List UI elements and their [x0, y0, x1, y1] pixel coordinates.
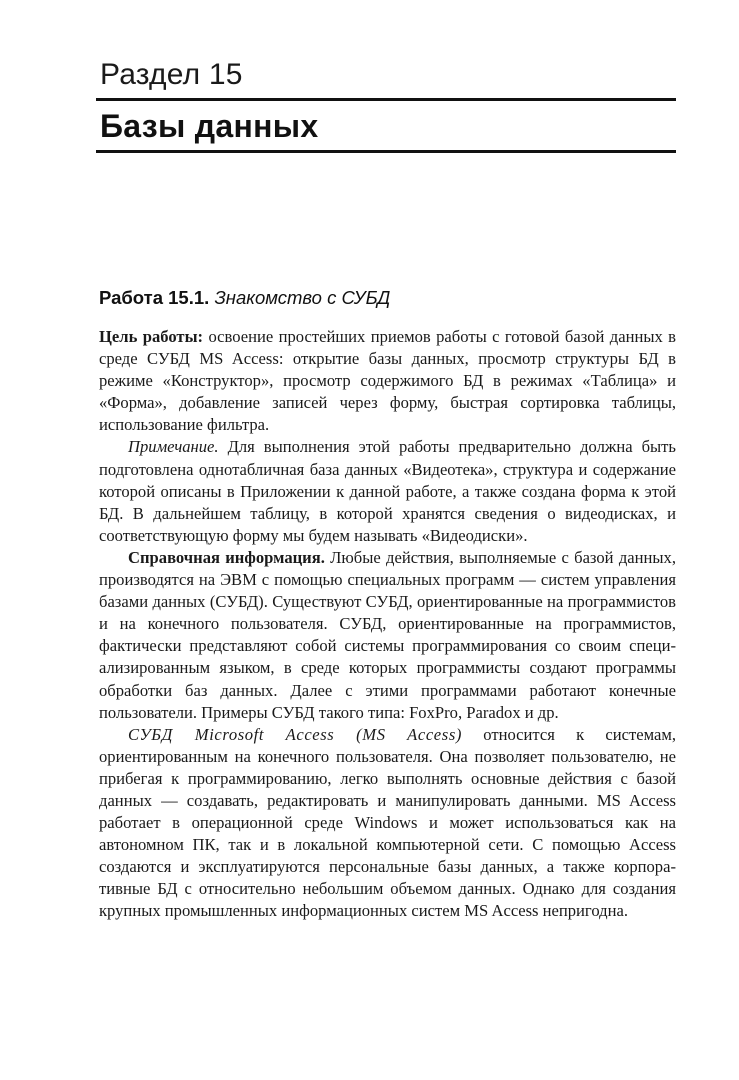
work-heading [99, 287, 390, 309]
goal-label: Цель работы: [99, 327, 204, 346]
note-text: Для выполнения этой работы предварительно должна быть подготовлена однотабличная база данных «Видеотека», структура и содержание которой описаны в Приложении к данной работе, а также создана форма к этой БД. В дальнейшем таблицу, в которой хранятся сведения о видеодисках, и соответствующую форму мы будем называть «Видеодиски». [99, 437, 676, 545]
goal-paragraph [99, 326, 676, 436]
section-label: Раздел 15 [100, 58, 243, 91]
reference-paragraph [99, 547, 676, 724]
body-text [99, 326, 676, 923]
goal-text: освоение простейших приемов работы с готовой базой данных в среде СУБД MS Access: открытие базы данных, просмотр структуры БД в режиме «Конструктор», просмотр содержимого БД в режимах «Таблица» и «Форма», добавление записей через форму, быстрая сортировка таблицы, использование фильтра. [99, 327, 676, 435]
note-label: Примечание. [128, 437, 219, 457]
access-text: относится к системам, ориентированным на конечного пользователя. Она позволяет пользователю, не прибегая к программированию, легко выполнять основные действия с базой данных — создавать, редактировать и манипулировать данными. MS Access работает в операционной среде Windows и может использоваться как на автономном ПК, так и в локальной компьютерной сети. С помощью Access создаются и эксплуатируются персональные базы данных, а также корпоративные БД с относительно небольшим объемом данных. Однако для создания крупных промышленных информационных систем MS Access непригодна. [99, 724, 676, 921]
access-paragraph [99, 724, 676, 923]
work-number: Работа 15.1. [99, 287, 210, 308]
access-label: СУБД Microsoft Access (MS Access) [128, 724, 463, 744]
header-rule-bottom [96, 150, 676, 153]
reference-text: Любые действия, выполняемые с базой данных, производятся на ЭВМ с помощью специальных программ — систем управления базами данных (СУБД). Существуют СУБД, ориентированные на программистов и на конечного пользователя. СУБД, ориентированные на программистов, фактически представляют собой системы программирования со своим специализированным языком, в среде которых программисты создают программы обработки баз данных. Далее с этими программами работают конечные пользователи. Примеры СУБД такого типа: FoxPro, Paradox и др. [99, 547, 676, 722]
header-rule-top [96, 98, 676, 101]
chapter-title: Базы данных [100, 108, 319, 144]
reference-label: Справочная информация. [128, 547, 325, 567]
note-paragraph [99, 436, 676, 546]
work-title: Знакомство с СУБД [214, 287, 391, 308]
